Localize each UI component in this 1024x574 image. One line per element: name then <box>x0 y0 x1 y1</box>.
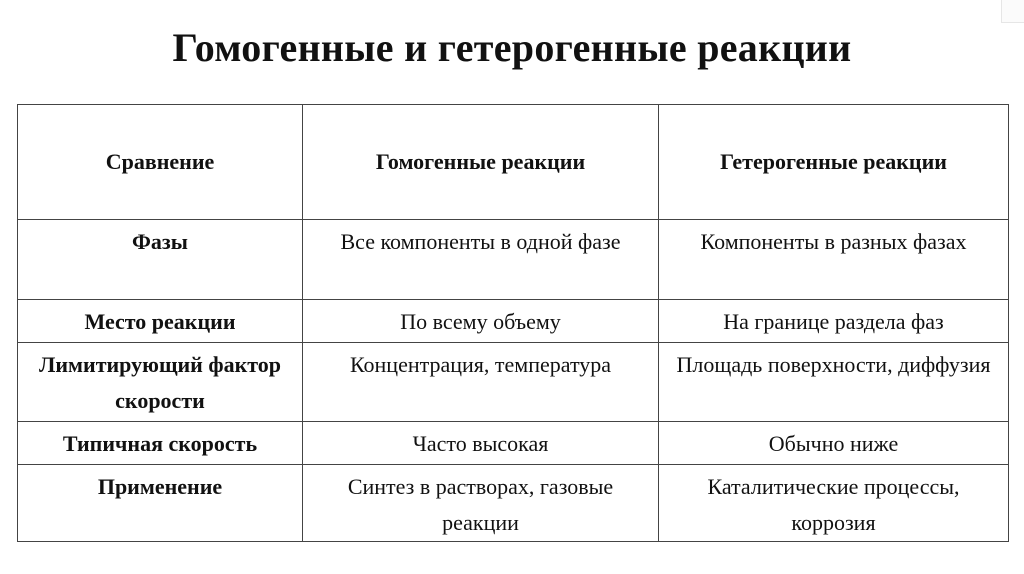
heterogeneous-cell: Каталитические процессы, коррозия <box>659 465 1009 542</box>
heterogeneous-cell: Компоненты в разных фазах <box>659 220 1009 300</box>
table-row <box>18 343 1009 422</box>
table-row <box>18 465 1009 542</box>
homogeneous-cell: Все компоненты в одной фазе <box>303 220 659 300</box>
table-row <box>18 300 1009 343</box>
heterogeneous-cell: Площадь поверхности, диффузия <box>659 343 1009 422</box>
homogeneous-cell: Синтез в растворах, газовые реакции <box>303 465 659 542</box>
comparison-table <box>17 104 1009 542</box>
row-label: Применение <box>18 465 303 542</box>
table-header-row <box>18 105 1009 220</box>
header-heterogeneous: Гетерогенные реакции <box>659 105 1009 220</box>
row-label: Фазы <box>18 220 303 300</box>
homogeneous-cell: Часто высокая <box>303 422 659 465</box>
table-row <box>18 220 1009 300</box>
header-homogeneous: Гомогенные реакции <box>303 105 659 220</box>
table-row <box>18 422 1009 465</box>
page-title: Гомогенные и гетерогенные реакции <box>172 25 852 70</box>
homogeneous-cell: Концентрация, температура <box>303 343 659 422</box>
heterogeneous-cell: На границе раздела фаз <box>659 300 1009 343</box>
row-label: Лимитирующий фактор скорости <box>18 343 303 422</box>
homogeneous-cell: По всему объему <box>303 300 659 343</box>
header-comparison: Сравнение <box>18 105 303 220</box>
slide-corner-mark <box>1001 0 1024 23</box>
row-label: Типичная скорость <box>18 422 303 465</box>
heterogeneous-cell: Обычно ниже <box>659 422 1009 465</box>
row-label: Место реакции <box>18 300 303 343</box>
